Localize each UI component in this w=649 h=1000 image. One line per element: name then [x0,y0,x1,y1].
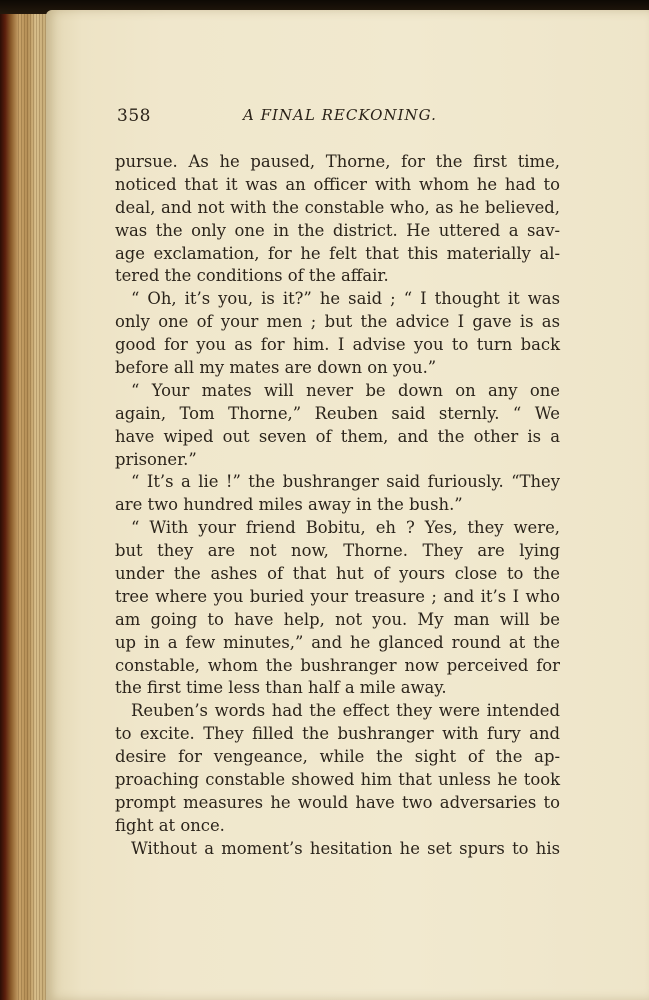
text-line: Without a moment’s hesitation he set spurs to his [131,838,560,858]
text-line: under the ashes of that hut of yours close to the [115,564,560,584]
text-line: “ With your friend Bobitu, eh ? Yes, they were, [131,518,560,538]
page-edges [18,14,48,1000]
text-line: pursue. As he paused, Thorne, for the first time, [115,152,560,171]
text-line: desire for vengeance, while the sight of the ap- [115,747,560,767]
text-line: tered the conditions of the affair. [115,266,389,286]
text-line: “ Oh, it’s you, is it?” he said ; “ I thought it was [131,289,560,309]
running-title: A FINAL RECKONING. [243,106,437,124]
text-line: the first time less than half a mile away. [115,678,447,698]
body-text [115,151,560,861]
text-line: only one of your men ; but the advice I gave is as [115,312,560,332]
text-line: “ It’s a lie !” the bushranger said furiously. “They [131,472,560,492]
text-line: am going to have help, not you. My man will be [115,609,560,629]
text-line: Reuben’s words had the effect they were intended [131,701,560,721]
text-line: was the only one in the district. He uttered a sav- [115,220,560,240]
text-line: up in a few minutes,” and he glanced round at the [115,632,560,652]
text-line: noticed that it was an officer with whom he had to [115,174,560,194]
text-line: prisoner.” [115,449,197,469]
text-line: before all my mates are down on you.” [115,358,437,378]
text-line: good for you as for him. I advise you to turn back [115,335,560,355]
page-number: 358 [117,106,151,126]
text-line: are two hundred miles away in the bush.” [115,495,463,515]
page-header [117,100,457,130]
text-line: “ Your mates will never be down on any one [131,380,560,400]
text-line: constable, whom the bushranger now perceived for [115,655,560,675]
text-line: proaching constable showed him that unless he took [115,770,560,790]
text-line: deal, and not with the constable who, as he believed, [115,197,560,217]
text-line: again, Tom Thorne,” Reuben said sternly. “ We [115,403,560,423]
text-line: to excite. They filled the bushranger with fury and [115,724,560,744]
text-line: but they are not now, Thorne. They are lying [115,541,560,561]
text-line: tree where you buried your treasure ; and it’s I who [115,586,560,606]
text-line: age exclamation, for he felt that this materially al- [115,243,560,263]
text-line: have wiped out seven of them, and the other is a [115,426,560,446]
text-line: fight at once. [115,815,225,835]
text-line: prompt measures he would have two adversaries to [115,792,560,812]
